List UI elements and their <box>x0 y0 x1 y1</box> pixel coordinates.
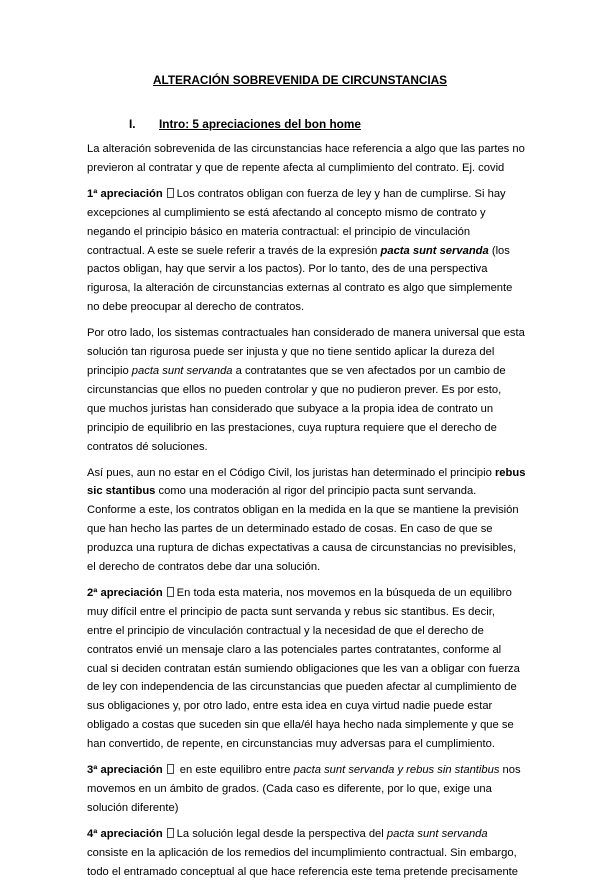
section-number: I. <box>129 117 136 131</box>
apreciacion-4-label: 4ª apreciación <box>87 827 163 840</box>
document-title: ALTERACIÓN SOBREVENIDA DE CIRCUNSTANCIAS <box>152 73 448 87</box>
missing-glyph-icon <box>167 188 174 198</box>
document-body <box>87 140 527 889</box>
section-label: Intro: 5 apreciaciones del bon home <box>159 117 361 131</box>
missing-glyph-icon <box>167 828 174 838</box>
missing-glyph-icon <box>167 587 174 597</box>
paragraph-rebus-sic-stantibus: Así pues, aun no estar en el Código Civil, los juristas han determinado el principio rebus sic stantibus como una moderación al rigor del principio pacta sunt servanda. Conforme a este, los contratos obligan en la medida en la que se mantiene la previsión que han hecho las partes de un determinado estado de cosas. En caso de que se produzca una ruptura de dichas expectativas a causa de circunstancias no previsibles, el derecho de contratos debe dar una solución. <box>87 466 526 574</box>
section-heading <box>129 117 361 131</box>
paragraph-apreciacion-3: 3ª apreciación en este equilibro entre pacta sunt servanda y rebus sin stantibus nos movemos en un ámbito de grados. (Cada caso es diferente, por lo que, exige una solución diferente) <box>87 764 521 814</box>
apreciacion-2-label: 2ª apreciación <box>87 586 163 599</box>
paragraph-apreciacion-4: 4ª apreciación La solución legal desde la perspectiva del pacta sunt servanda consiste en la aplicación de los remedios del incumplimiento contractual. Sin embargo, todo el entramado conceptual al que hace referencia este tema pretende precisamente <box>87 827 518 878</box>
apreciacion-1-label: 1ª apreciación <box>87 187 163 200</box>
paragraph-apreciacion-1: 1ª apreciación Los contratos obligan con fuerza de ley y han de cumplirse. Si hay excepciones al cumplimiento se está afectando al concepto mismo de contrato y negando el principio básico en materia contractual: el principio de vinculación contractual. A este se suele referir a través de la expresión pacta sunt servanda (los pactos obligan, hay que servir a los pactos). Por lo tanto, des de una perspectiva rigurosa, la alteración de circunstancias externas al contrato es algo que simplemente no debe preocupar al derecho de contratos. <box>87 187 513 314</box>
paragraph-intro: La alteración sobrevenida de las circunstancias hace referencia a algo que las partes no previeron al contratar y que de repente afecta al cumplimiento del contrato. Ej. covid <box>87 143 525 174</box>
paragraph-sistemas-contractuales: Por otro lado, los sistemas contractuales han considerado de manera universal que esta solución tan rigurosa puede ser injusta y que no tiene sentido aplicar la dureza del principio pacta sunt servanda a contratantes que se ven afectados por un cambio de circunstancias que ellos no pueden controlar y que no pudieron prever. Es por esto, que muchos juristas han considerado que subyace a la propia idea de contrato un principio de equilibrio en las prestaciones, cuya ruptura requiere que el derecho de contratos dé soluciones. <box>87 327 525 453</box>
apreciacion-3-label: 3ª apreciación <box>87 764 163 777</box>
paragraph-apreciacion-2: 2ª apreciación En toda esta materia, nos movemos en la búsqueda de un equilibro muy difícil entre el principio de pacta sunt servanda y rebus sic stantibus. Es decir, entre el principio de vinculación contractual y la necesidad de que el derecho de contratos envié un mensaje claro a las potenciales partes contratantes, conforme al cual si deciden contratan están sumiendo obligaciones que les van a obligar con fuerza de ley con independencia de las circunstancias que pueden afectar al cumplimiento de sus obligaciones y, por otro lado, entre esta idea en cuya virtud nadie puede estar obligado a costas que suceden sin que ella/él haya hecho nada simplemente y que se han convertido, de repente, en circunstancias muy adversas para el cumplimiento. <box>87 586 520 751</box>
missing-glyph-icon <box>167 764 174 774</box>
